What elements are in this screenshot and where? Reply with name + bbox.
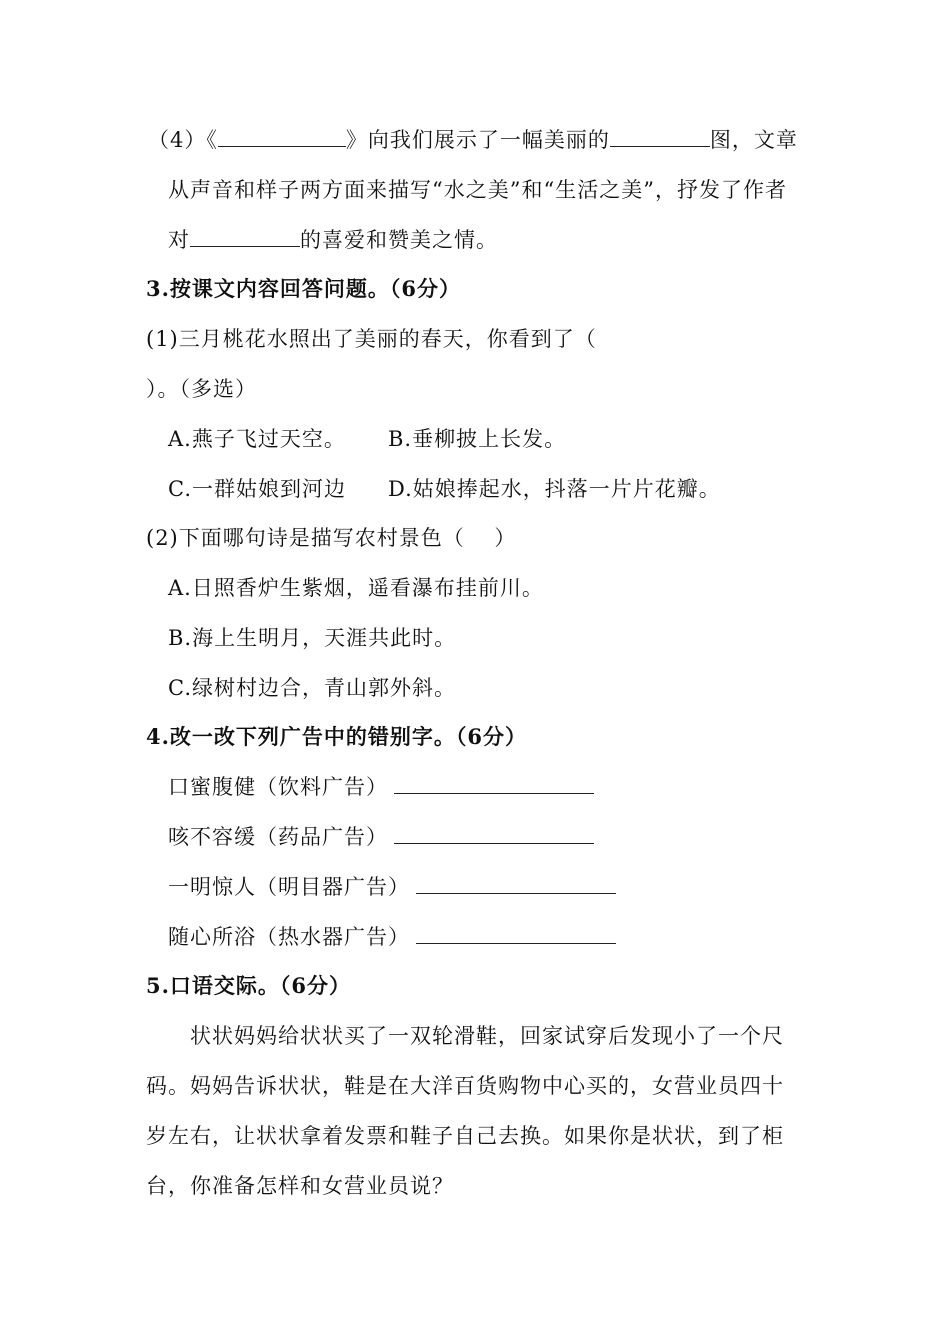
q2-4-line3-start: 对 [168,228,190,252]
q3-sub2-option-b[interactable]: B.海上生明月，天涯共此时。 [168,626,457,650]
answer-blank[interactable] [416,923,616,944]
q2-4-line3-end: 的喜爱和赞美之情。 [300,228,498,252]
title-blank[interactable] [218,126,346,147]
q2-4-line2: 从声音和样子两方面来描写“水之美”和“生活之美”，抒发了作者 [168,178,787,202]
q3-sub2: (2)下面哪句诗是描写农村景色（ ） [146,526,517,550]
q3-option-a[interactable]: A.燕子飞过天空。 [168,427,346,451]
q5-heading: 5.口语交际。（6分） [146,973,352,998]
q4-item-text: 一明惊人（明目器广告） [168,875,410,899]
picture-blank[interactable] [610,126,710,147]
q3-sub2-option-a[interactable]: A.日照香炉生紫烟，遥看瀑布挂前川。 [168,576,544,600]
answer-blank[interactable] [394,773,594,794]
q5-paragraph-line2: 码。妈妈告诉状状，鞋是在大洋百货购物中心买的，女营业员四十 [146,1074,784,1098]
q4-item-text: 咳不容缓（药品广告） [168,825,388,849]
q4-item [168,922,616,952]
q5-paragraph-line3: 岁左右，让状状拿着发票和鞋子自己去换。如果你是状状，到了柜 [146,1124,784,1148]
q2-4-mid: 》向我们展示了一幅美丽的 [345,128,610,152]
q4-item [168,822,594,852]
answer-blank[interactable] [394,823,594,844]
q4-item-text: 随心所浴（热水器广告） [168,925,410,949]
q4-item [168,772,594,802]
q5-paragraph-line4: 台，你准备怎样和女营业员说？ [146,1174,454,1198]
q3-option-b[interactable]: B.垂柳披上长发。 [388,427,567,451]
q5-paragraph-line1: 状状妈妈给状状买了一双轮滑鞋，回家试穿后发现小了一个尺 [190,1024,784,1048]
q2-4-line3 [168,225,498,255]
object-blank[interactable] [190,226,300,247]
q3-sub2-option-c[interactable]: C.绿树村边合，青山郭外斜。 [168,676,456,700]
q2-4-end: 图，文章 [709,128,798,152]
q2-4-line1 [148,125,798,155]
q3-option-c[interactable]: C.一群姑娘到河边 [168,477,346,501]
q3-sub1-line2: ）。（多选） [146,377,257,401]
q4-heading: 4.改一改下列广告中的错别字。（6分） [146,724,528,749]
q3-option-d[interactable]: D.姑娘捧起水，抖落一片片花瓣。 [388,477,721,501]
q3-heading: 3.按课文内容回答问题。（6分） [146,276,462,301]
q2-4-prefix: （4）《 [148,128,218,152]
q4-item-text: 口蜜腹健（饮料广告） [168,775,388,799]
answer-blank[interactable] [416,873,616,894]
q4-item [168,872,616,902]
q3-sub1-line1: (1)三月桃花水照出了美丽的春天，你看到了（ [146,327,597,351]
